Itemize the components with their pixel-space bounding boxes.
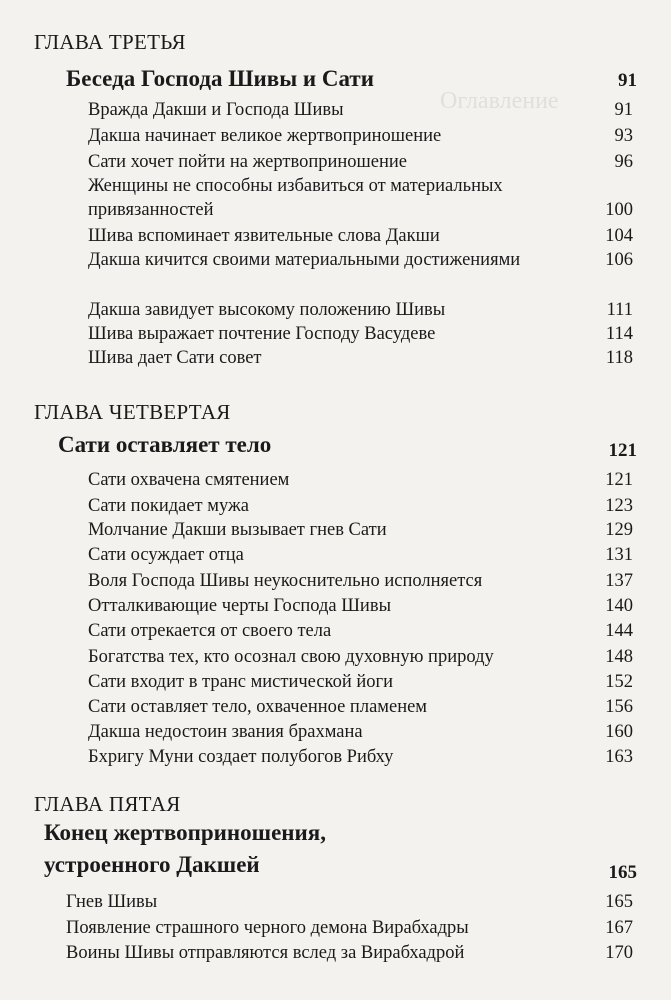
- toc-entry: Появление страшного черного демона Вирабхадры 167: [66, 918, 633, 938]
- toc-entry: Сати оставляет тело, охваченное пламенем 156: [88, 697, 633, 717]
- toc-entry: Воля Господа Шивы неукоснительно исполняется 137: [88, 571, 633, 591]
- toc-entry: Отталкивающие черты Господа Шивы 140: [88, 596, 633, 616]
- toc-entry: Бхригу Муни создает полубогов Рибху 163: [88, 747, 633, 767]
- toc-entry: Сати входит в транс мистической йоги 152: [88, 672, 633, 692]
- toc-entry: Дакша кичится своими материальными достижениями 106: [88, 250, 633, 270]
- chapter-heading: ГЛАВА ПЯТАЯ: [34, 792, 181, 816]
- chapter-title-line-1: Конец жертвоприношения,: [44, 820, 326, 845]
- toc-entry: Дакша недостоин звания брахмана 160: [88, 722, 633, 742]
- toc-entry: Шива вспоминает язвительные слова Дакши 104: [88, 226, 633, 246]
- toc-entry: Сати хочет пойти на жертвоприношение 96: [88, 152, 633, 172]
- chapter-title: Сати оставляет тело: [58, 432, 272, 457]
- toc-entry: Сати отрекается от своего тела 144: [88, 621, 633, 641]
- toc-entry: Сати охвачена смятением 121: [88, 470, 633, 490]
- toc-entry: Дакша завидует высокому положению Шивы 111: [88, 300, 633, 320]
- toc-entry: Богатства тех, кто осознал свою духовную природу 148: [88, 647, 633, 667]
- toc-entry: Шива дает Сати совет 118: [88, 348, 633, 368]
- chapter-page-number: 165: [608, 862, 637, 883]
- chapter-page-number: 121: [608, 440, 637, 461]
- chapter-title: Беседа Господа Шивы и Сати: [66, 66, 374, 91]
- chapter-title-line-2: устроенного Дакшей: [44, 852, 260, 877]
- toc-entry: Сати осуждает отца 131: [88, 545, 633, 565]
- toc-entry: Воины Шивы отправляются вслед за Вирабхадрой 170: [66, 943, 633, 963]
- toc-entry: Шива выражает почтение Господу Васудеве 114: [88, 324, 633, 344]
- toc-entry: Сати покидает мужа 123: [88, 496, 633, 516]
- chapter-heading: ГЛАВА ЧЕТВЕРТАЯ: [34, 400, 231, 424]
- toc-entry: Гнев Шивы 165: [66, 892, 633, 912]
- toc-entry: Дакша начинает великое жертвоприношение 93: [88, 126, 633, 146]
- toc-entry: Вражда Дакши и Господа Шивы 91: [88, 100, 633, 120]
- chapter-heading: ГЛАВА ТРЕТЬЯ: [34, 30, 186, 54]
- chapter-page-number: 91: [618, 70, 637, 91]
- toc-entry: Женщины не способны избавиться от материальных привязанностей 100: [88, 176, 633, 220]
- toc-entry: Молчание Дакши вызывает гнев Сати 129: [88, 520, 633, 540]
- bleed-through-text: Оглавление: [440, 88, 559, 114]
